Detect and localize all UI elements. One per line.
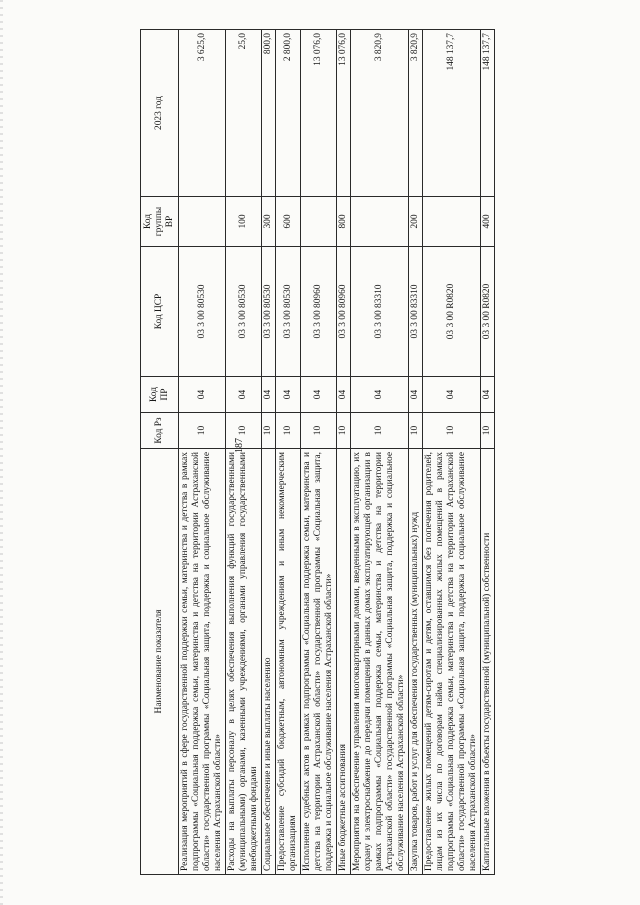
table-header-row bbox=[141, 30, 179, 875]
table-row bbox=[423, 30, 481, 875]
page-number: 187 bbox=[234, 438, 245, 453]
row-name: Исполнение судебных актов в рамках подпрограммы «Социальная поддержка семьи, материнства и детства на территории Астраханской области» государственной программы «Социальная защита, поддержка и социальное обслуживание населения Астраханской области» bbox=[301, 449, 337, 875]
row-vr: 400 bbox=[481, 197, 495, 247]
header-csr: Код ЦСР bbox=[141, 247, 179, 377]
row-vr: 300 bbox=[262, 197, 276, 247]
row-csr: 03 3 00 R0820 bbox=[481, 247, 495, 377]
row-vr: 200 bbox=[409, 197, 423, 247]
row-sum: 13 076,0 bbox=[337, 30, 351, 197]
row-vr bbox=[301, 197, 337, 247]
row-rz: 10 bbox=[276, 413, 301, 449]
row-rz: 10 bbox=[179, 413, 226, 449]
table-row bbox=[351, 30, 409, 875]
row-name: Иные бюджетные ассигнования bbox=[337, 449, 351, 875]
row-pr: 04 bbox=[262, 377, 276, 413]
row-name: Мероприятия на обеспечение управления многоквартирными домами, введенными в эксплуатацию, их охрану и электроснабжение до передачи помещений в данных домах эксплуатирующей организации в рамках подпрограммы «Социальная поддержка семьи, материнства и детства на территории Астраханской области» государственной программы «Социальная защита, поддержка и социальное обслуживание населения Астраханской области» bbox=[351, 449, 409, 875]
row-vr bbox=[423, 197, 481, 247]
row-pr: 04 bbox=[423, 377, 481, 413]
row-pr: 04 bbox=[226, 377, 262, 413]
row-rz: 10 bbox=[262, 413, 276, 449]
row-rz: 10 bbox=[351, 413, 409, 449]
row-csr: 03 3 00 80530 bbox=[179, 247, 226, 377]
row-sum: 3 820,9 bbox=[351, 30, 409, 197]
row-pr: 04 bbox=[409, 377, 423, 413]
row-pr: 04 bbox=[337, 377, 351, 413]
row-sum: 148 137,7 bbox=[423, 30, 481, 197]
row-vr: 800 bbox=[337, 197, 351, 247]
row-sum: 3 820,9 bbox=[409, 30, 423, 197]
row-name: Реализация мероприятий в сфере государственной поддержки семьи, материнства и детства в рамках подпрограммы «Социальная поддержка семьи, материнства и детства на территории Астраханской области» государственной программы «Социальная защита, поддержка и социальное обслуживание населения Астраханской области» bbox=[179, 449, 226, 875]
row-pr: 04 bbox=[481, 377, 495, 413]
row-pr: 04 bbox=[351, 377, 409, 413]
row-vr: 100 bbox=[226, 197, 262, 247]
header-name: Наименование показателя bbox=[141, 449, 179, 875]
budget-table bbox=[140, 29, 495, 875]
row-name: Предоставление субсидий бюджетным, автономным учреждениям и иным некоммерческим организациям bbox=[276, 449, 301, 875]
table-row bbox=[337, 30, 351, 875]
row-name: Предоставление жилых помещений детям-сиротам и детям, оставшимся без попечения родителей, лицам из их числа по договорам найма специализированных жилых помещений в рамках подпрограммы «Социальная поддержка семьи, материнства и детства на территории Астраханской области» государственной программы «Социальная защита, поддержка и социальное обслуживание населения Астраханской области» bbox=[423, 449, 481, 875]
table-row bbox=[409, 30, 423, 875]
header-rz: Код Рз bbox=[141, 413, 179, 449]
row-pr: 04 bbox=[276, 377, 301, 413]
row-sum: 800,0 bbox=[262, 30, 276, 197]
header-pr: Код ПР bbox=[141, 377, 179, 413]
row-name: Капитальные вложения в объекты государственной (муниципальной) собственности bbox=[481, 449, 495, 875]
row-vr bbox=[179, 197, 226, 247]
row-name: Закупка товаров, работ и услуг для обеспечения государственных (муниципальных) нужд bbox=[409, 449, 423, 875]
header-vr: Код группы ВР bbox=[141, 197, 179, 247]
row-pr: 04 bbox=[179, 377, 226, 413]
table-row bbox=[226, 30, 262, 875]
rotated-table-container bbox=[140, 30, 600, 875]
row-sum: 13 076,0 bbox=[301, 30, 337, 197]
row-rz: 10 bbox=[226, 413, 262, 449]
row-vr: 600 bbox=[276, 197, 301, 247]
table-row bbox=[276, 30, 301, 875]
row-vr bbox=[351, 197, 409, 247]
row-sum: 148 137,7 bbox=[481, 30, 495, 197]
table-row bbox=[481, 30, 495, 875]
table-row bbox=[179, 30, 226, 875]
scan-edge-artifact bbox=[0, 0, 3, 905]
row-rz: 10 bbox=[337, 413, 351, 449]
row-csr: 03 3 00 83310 bbox=[409, 247, 423, 377]
row-sum: 2 800,0 bbox=[276, 30, 301, 197]
row-rz: 10 bbox=[481, 413, 495, 449]
row-pr: 04 bbox=[301, 377, 337, 413]
row-csr: 03 3 00 80530 bbox=[276, 247, 301, 377]
row-csr: 03 3 00 80960 bbox=[301, 247, 337, 377]
row-sum: 25,0 bbox=[226, 30, 262, 197]
row-csr: 03 3 00 80960 bbox=[337, 247, 351, 377]
table-row bbox=[262, 30, 276, 875]
row-rz: 10 bbox=[423, 413, 481, 449]
row-sum: 3 625,0 bbox=[179, 30, 226, 197]
row-name: Социальное обеспечение и иные выплаты населению bbox=[262, 449, 276, 875]
table-row bbox=[301, 30, 337, 875]
header-year: 2023 год bbox=[141, 30, 179, 197]
row-csr: 03 3 00 R0820 bbox=[423, 247, 481, 377]
row-rz: 10 bbox=[301, 413, 337, 449]
row-name: Расходы на выплаты персоналу в целях обеспечения выполнения функций государственными (муниципальными) органами, казенными учреждениями, органами управления государственными внебюджетными фондами bbox=[226, 449, 262, 875]
row-csr: 03 3 00 80530 bbox=[226, 247, 262, 377]
row-rz: 10 bbox=[409, 413, 423, 449]
row-csr: 03 3 00 83310 bbox=[351, 247, 409, 377]
row-csr: 03 3 00 80530 bbox=[262, 247, 276, 377]
